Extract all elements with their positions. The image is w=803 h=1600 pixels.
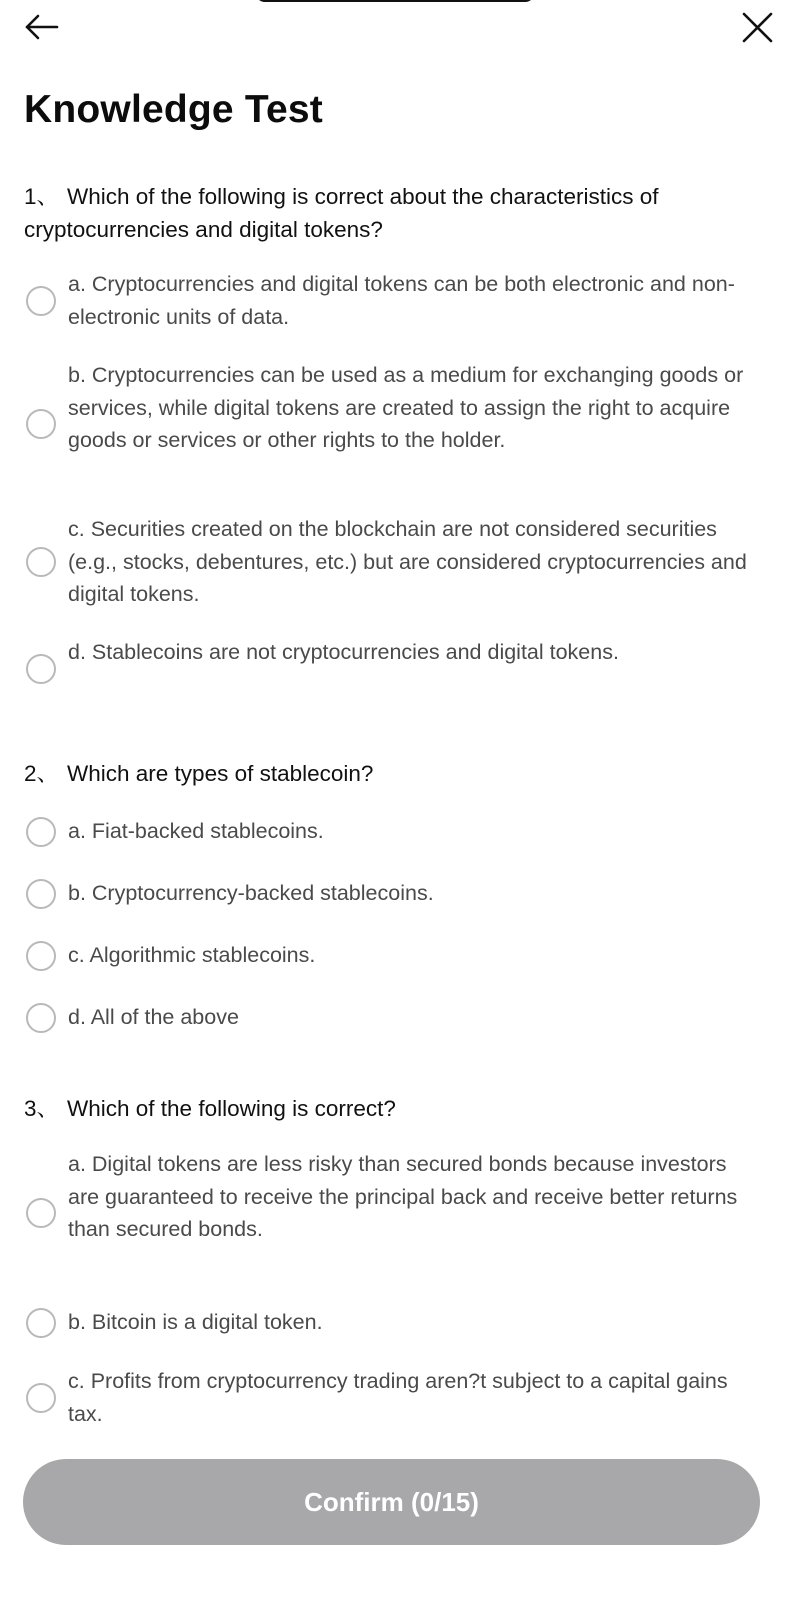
question-text: Which of the following is correct? (67, 1096, 396, 1121)
option-text: d. All of the above (68, 1005, 239, 1029)
option-text: c. Profits from cryptocurrency trading aren?t subject to a capital gains tax. (68, 1369, 728, 1426)
confirm-button[interactable]: Confirm (0/15) (23, 1459, 760, 1545)
q1-option-b[interactable] (0, 359, 803, 491)
radio-button[interactable] (26, 654, 56, 684)
question-text: Which are types of stablecoin? (67, 761, 374, 786)
status-notch (255, 0, 535, 2)
radio-button[interactable] (26, 941, 56, 971)
question-number: 2、 (24, 761, 60, 786)
option-text: b. Cryptocurrency-backed stablecoins. (68, 881, 434, 905)
q1-option-a[interactable] (0, 268, 803, 336)
option-text: c. Algorithmic stablecoins. (68, 943, 316, 967)
q1-option-c[interactable] (0, 513, 803, 613)
q1-option-d[interactable] (0, 636, 803, 704)
option-text: c. Securities created on the blockchain are not considered securities (e.g., stocks, debentures, etc.) but are considered cryptocurrencies and digital tokens. (68, 517, 747, 606)
radio-button[interactable] (26, 1003, 56, 1033)
question-2 (24, 757, 784, 790)
q2-option-d[interactable] (0, 1001, 803, 1037)
question-1 (24, 180, 784, 246)
close-icon[interactable] (738, 8, 778, 48)
radio-button[interactable] (26, 547, 56, 577)
top-bar (0, 0, 803, 60)
option-text: a. Digital tokens are less risky than secured bonds because investors are guaranteed to receive the principal back and receive better returns than secured bonds. (68, 1152, 738, 1241)
q2-option-a[interactable] (0, 815, 803, 851)
q3-option-a[interactable] (0, 1148, 803, 1280)
radio-button[interactable] (26, 286, 56, 316)
option-text: b. Bitcoin is a digital token. (68, 1310, 323, 1334)
radio-button[interactable] (26, 1383, 56, 1413)
radio-button[interactable] (26, 879, 56, 909)
radio-button[interactable] (26, 1198, 56, 1228)
q2-option-b[interactable] (0, 877, 803, 913)
question-number: 3、 (24, 1096, 60, 1121)
option-text: a. Fiat-backed stablecoins. (68, 819, 324, 843)
option-text: a. Cryptocurrencies and digital tokens can be both electronic and non-electronic units of data. (68, 272, 735, 329)
question-3 (24, 1092, 784, 1125)
question-text: Which of the following is correct about the characteristics of cryptocurrencies and digital tokens? (24, 184, 659, 242)
radio-button[interactable] (26, 1308, 56, 1338)
q2-option-c[interactable] (0, 939, 803, 975)
option-text: b. Cryptocurrencies can be used as a medium for exchanging goods or services, while digital tokens are created to assign the right to acquire goods or services or other rights to the holder. (68, 363, 744, 452)
option-text: d. Stablecoins are not cryptocurrencies and digital tokens. (68, 640, 619, 664)
q3-option-c[interactable] (0, 1365, 803, 1433)
question-number: 1、 (24, 184, 60, 209)
page-title: Knowledge Test (24, 88, 323, 131)
radio-button[interactable] (26, 409, 56, 439)
radio-button[interactable] (26, 817, 56, 847)
q3-option-b[interactable] (0, 1306, 803, 1342)
arrow-left-icon[interactable] (20, 8, 64, 48)
